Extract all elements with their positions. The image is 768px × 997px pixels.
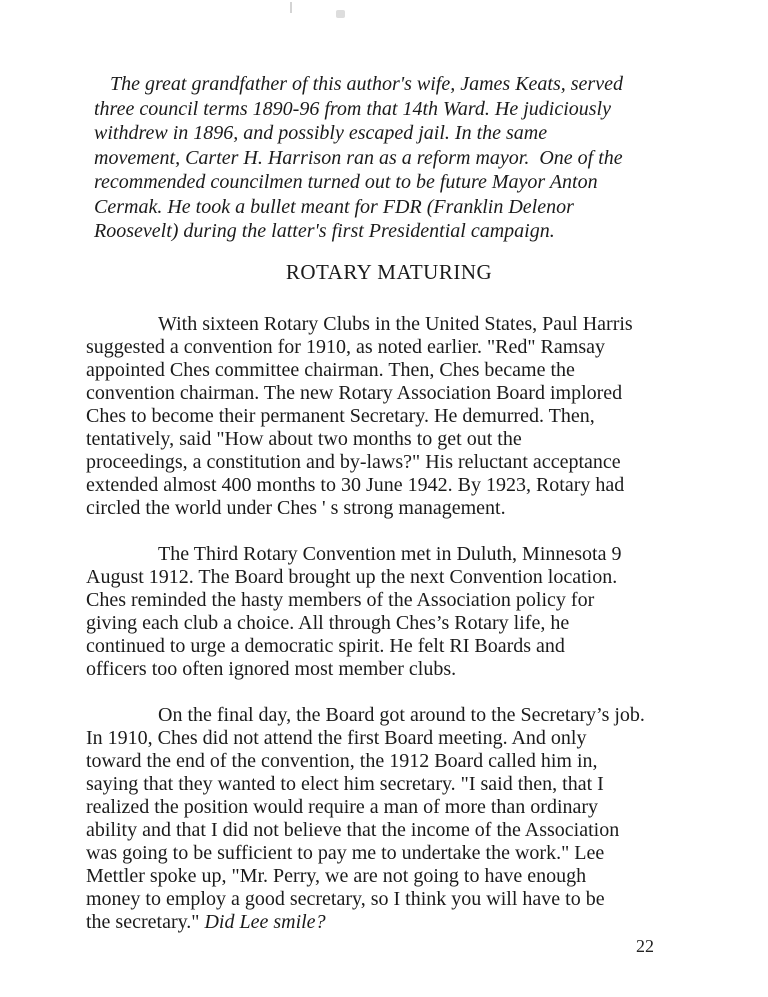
text-line: Mettler spoke up, "Mr. Perry, we are not going to have enough [86, 864, 587, 887]
text-line: toward the end of the convention, the 1912 Board called him in, [86, 749, 598, 772]
text-line: On the final day, the Board got around to the Secretary’s job. [158, 703, 645, 726]
text-line: The great grandfather of this author's wife, James Keats, served [110, 73, 623, 95]
scan-artifact-smudge [336, 10, 345, 18]
text-line: Ches to become their permanent Secretary. He demurred. Then, [86, 404, 595, 427]
page-number: 22 [636, 936, 654, 956]
text-line: three council terms 1890-96 from that 14th Ward. He judiciously [94, 97, 611, 120]
text-line: extended almost 400 months to 30 June 1942. By 1923, Rotary had [86, 473, 625, 496]
text-line: movement, Carter H. Harrison ran as a reform mayor. One of the [94, 146, 623, 169]
text-line: The Third Rotary Convention met in Duluth, Minnesota 9 [158, 542, 622, 565]
text-line: saying that they wanted to elect him secretary. "I said then, that I [86, 772, 604, 795]
text-line: appointed Ches committee chairman. Then, Ches became the [86, 358, 575, 381]
para-secretary-election [86, 704, 692, 934]
intro-paragraph [86, 72, 692, 244]
text-line: suggested a convention for 1910, as noted earlier. "Red" Ramsay [86, 335, 605, 358]
text-line: giving each club a choice. All through Ches’s Rotary life, he [86, 611, 570, 634]
text-line: Ches reminded the hasty members of the Association policy for [86, 588, 595, 611]
scan-artifact-speck [290, 2, 292, 13]
text-line: continued to urge a democratic spirit. He felt RI Boards and [86, 634, 565, 657]
text-line: realized the position would require a man of more than ordinary [86, 795, 599, 818]
text-line: officers too often ignored most member clubs. [86, 657, 457, 680]
text-line: convention chairman. The new Rotary Association Board implored [86, 381, 623, 404]
text-line: recommended councilmen turned out to be future Mayor Anton [94, 171, 598, 193]
text-line: ability and that I did not believe that the income of the Association [86, 818, 620, 841]
text-segment: the secretary." [86, 910, 205, 933]
text-segment: Did Lee smile? [204, 910, 326, 933]
text-line: In 1910, Ches did not attend the first Board meeting. And only [86, 726, 587, 749]
text-line: Cermak. He took a bullet meant for FDR (Franklin Delenor [94, 195, 574, 218]
page-content [86, 72, 692, 934]
text-line: circled the world under Ches ' s strong management. [86, 496, 506, 519]
text-line [86, 911, 692, 934]
para-duluth-convention-1912 [86, 543, 692, 681]
section-heading: ROTARY MATURING [285, 259, 493, 284]
text-line: Roosevelt) during the latter's first Presidential campaign. [94, 220, 555, 242]
text-line: With sixteen Rotary Clubs in the United States, Paul Harris [158, 312, 633, 335]
para-rotary-convention-1910 [86, 313, 692, 520]
text-line: withdrew in 1896, and possibly escaped jail. In the same [94, 122, 548, 144]
text-line: tentatively, said "How about two months to get out the [86, 427, 522, 450]
text-line: was going to be sufficient to pay me to undertake the work." Lee [86, 841, 605, 864]
body-paragraphs [86, 313, 692, 934]
text-line: August 1912. The Board brought up the next Convention location. [86, 565, 618, 588]
text-line: money to employ a good secretary, so I think you will have to be [86, 887, 605, 910]
text-line: proceedings, a constitution and by-laws?" His reluctant acceptance [86, 450, 621, 473]
